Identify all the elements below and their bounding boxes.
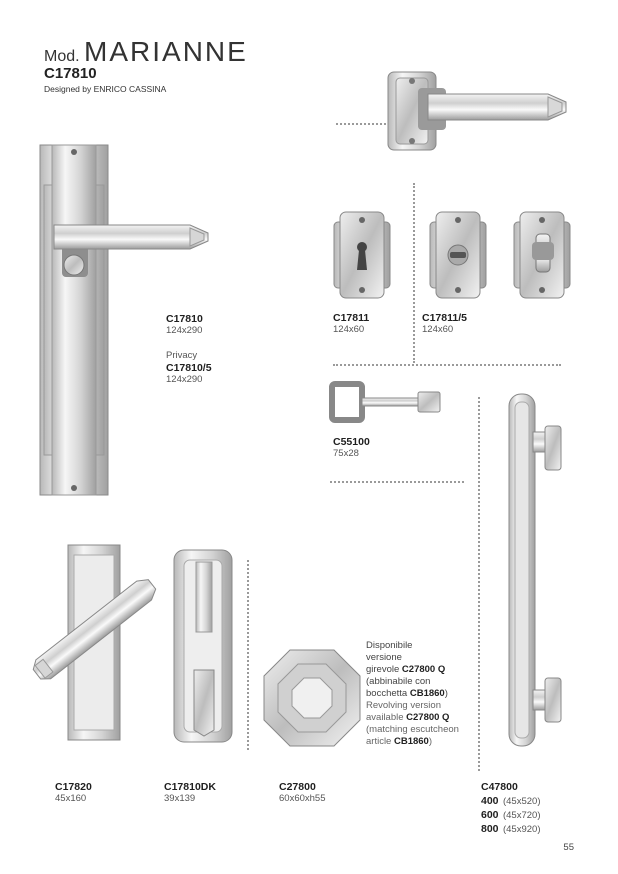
product-dimensions: 124x290 [166, 374, 203, 385]
note-line: (matching escutcheon [366, 724, 459, 735]
size-code: 600 [481, 809, 499, 821]
pull-handle-image [505, 392, 565, 752]
note-line [366, 736, 486, 748]
note-line: Disponibile [366, 640, 413, 651]
note-line [366, 664, 486, 676]
size-dim: (45x920) [502, 824, 541, 835]
size-code: 800 [481, 823, 499, 835]
product-code: C27800 [279, 781, 316, 793]
note-line: (abbinabile con [366, 676, 431, 687]
keyhole-rose-image [334, 212, 394, 302]
note-code: CB1860 [409, 688, 445, 699]
note-text: available [366, 712, 404, 723]
product-code: C47800 [481, 781, 518, 793]
lever-on-rose-image [388, 72, 588, 157]
size-dim: (45x520) [502, 796, 541, 807]
note-line: Revolving version [366, 700, 441, 711]
divider [333, 364, 561, 366]
note-text: ) [428, 736, 433, 747]
privacy-label: Privacy [166, 350, 198, 361]
divider [247, 560, 249, 750]
size-dim: (45x720) [502, 810, 541, 821]
product-code: C17820 [55, 781, 92, 793]
product-dimensions: 124x60 [333, 324, 365, 335]
knob-image [262, 648, 362, 748]
product-code: C17810 [166, 313, 203, 325]
turn-rose-image [514, 212, 574, 302]
product-code: C17810DK [164, 781, 216, 793]
note-code: C27800 Q [401, 664, 446, 675]
note-line [366, 712, 486, 724]
note-code: C27800 Q [406, 712, 450, 723]
size-row [481, 822, 540, 836]
product-code: C17810/5 [166, 362, 212, 374]
note-text: girevole [366, 664, 400, 675]
short-plate-image [38, 545, 168, 745]
model-name: MARIANNE [84, 36, 248, 67]
product-dimensions: 124x60 [422, 324, 454, 335]
product-dimensions: 39x139 [164, 793, 196, 804]
divider [330, 481, 464, 483]
note-text: ) [444, 688, 448, 699]
divider [336, 123, 386, 125]
product-dimensions: 75x28 [333, 448, 359, 459]
page-title [44, 36, 248, 68]
size-row [481, 808, 540, 822]
size-list [481, 794, 540, 836]
title-prefix: Mod. [44, 48, 80, 65]
product-code: C17811/5 [422, 312, 467, 324]
dummy-plate-image [170, 550, 240, 745]
revolving-version-note [366, 640, 486, 748]
product-code: C17811 [333, 312, 370, 324]
product-dimensions: 45x160 [55, 793, 87, 804]
note-line [366, 688, 486, 700]
note-text: bocchetta [366, 688, 408, 699]
note-text: article [366, 736, 392, 747]
product-dimensions: 60x60xh55 [279, 793, 326, 804]
size-code: 400 [481, 795, 499, 807]
page-number: 55 [563, 842, 574, 853]
designer-credit: Designed by ENRICO CASSINA [44, 84, 167, 94]
product-code: C55100 [333, 436, 370, 448]
divider [413, 183, 415, 363]
main-model-code: C17810 [44, 65, 97, 82]
product-dimensions: 124x290 [166, 325, 203, 336]
size-row [481, 794, 540, 808]
note-line: versione [366, 652, 402, 663]
key-image [332, 384, 447, 424]
note-code: CB1860 [393, 736, 429, 747]
privacy-rose-image [430, 212, 490, 302]
